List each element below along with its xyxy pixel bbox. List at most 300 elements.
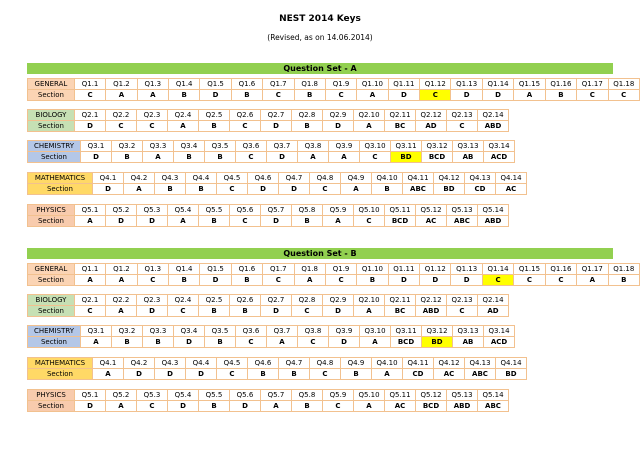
answer-cell: AB <box>453 152 484 163</box>
question-number: Q4.1 <box>93 358 124 369</box>
question-number: Q2.2 <box>106 295 137 306</box>
subject-label: BIOLOGY <box>28 110 75 121</box>
section-label: Section <box>28 216 75 227</box>
answer-cell: A <box>261 401 292 412</box>
question-number: Q2.9 <box>323 110 354 121</box>
answer-cell: C <box>230 121 261 132</box>
page-title: NEST 2014 Keys <box>279 14 361 24</box>
answer-cell: C <box>292 306 323 317</box>
answer-cell: B <box>248 369 279 380</box>
answer-cell: B <box>231 275 262 286</box>
answer-cell: B <box>294 90 325 101</box>
answer-cell: D <box>230 401 261 412</box>
answer-cell: C <box>325 90 356 101</box>
answer-cell: C <box>360 152 391 163</box>
answer-cell: A <box>106 275 137 286</box>
question-number: Q1.16 <box>545 79 576 90</box>
question-number: Q5.9 <box>323 205 354 216</box>
question-number: Q2.12 <box>416 110 447 121</box>
question-number: Q2.10 <box>354 295 385 306</box>
key-table-chemistry-set-a <box>27 140 515 163</box>
question-number: Q1.5 <box>200 79 231 90</box>
answer-cell: D <box>329 337 360 348</box>
subject-label: GENERAL <box>28 79 75 90</box>
question-number: Q2.10 <box>354 110 385 121</box>
answer-cell: A <box>354 306 385 317</box>
section-label: Section <box>28 90 75 101</box>
answer-cell: D <box>75 121 106 132</box>
question-number: Q3.9 <box>329 141 360 152</box>
answer-cell: C <box>168 306 199 317</box>
answer-cell: B <box>292 401 323 412</box>
answer-cell: B <box>608 275 640 286</box>
question-number: Q1.11 <box>388 264 419 275</box>
question-number: Q3.3 <box>143 326 174 337</box>
answer-cell: A <box>577 275 608 286</box>
question-number: Q4.12 <box>434 173 465 184</box>
question-number: Q3.13 <box>453 326 484 337</box>
answer-cell: C <box>230 216 261 227</box>
key-table-mathematics-set-b <box>27 357 527 380</box>
question-number: Q1.16 <box>545 264 576 275</box>
answer-cell: B <box>341 369 372 380</box>
answer-cell: BD <box>391 152 422 163</box>
question-number: Q5.6 <box>230 205 261 216</box>
question-number: Q4.1 <box>93 173 124 184</box>
question-number: Q2.9 <box>323 295 354 306</box>
question-number: Q1.17 <box>577 264 608 275</box>
question-number: Q3.14 <box>484 141 515 152</box>
question-number: Q5.5 <box>199 390 230 401</box>
answer-cell: C <box>447 306 478 317</box>
question-number: Q2.5 <box>199 110 230 121</box>
answer-cell: A <box>106 306 137 317</box>
key-table-chemistry-set-b <box>27 325 515 348</box>
question-number: Q3.12 <box>422 326 453 337</box>
question-number: Q2.8 <box>292 295 323 306</box>
answer-cell: C <box>217 369 248 380</box>
question-number: Q2.7 <box>261 295 292 306</box>
question-number: Q1.8 <box>294 79 325 90</box>
answer-cell: B <box>199 216 230 227</box>
subject-label: MATHEMATICS <box>28 173 93 184</box>
question-number: Q2.12 <box>416 295 447 306</box>
answer-cell: B <box>199 401 230 412</box>
answer-cell: C <box>137 275 168 286</box>
question-number: Q1.10 <box>357 79 388 90</box>
subject-label: PHYSICS <box>28 390 75 401</box>
question-number: Q4.6 <box>248 358 279 369</box>
question-number: Q4.2 <box>124 358 155 369</box>
answer-cell: BCD <box>385 216 416 227</box>
question-number: Q2.4 <box>168 110 199 121</box>
answer-cell: CD <box>403 369 434 380</box>
question-number: Q5.2 <box>106 390 137 401</box>
question-number: Q2.14 <box>478 110 509 121</box>
key-table-mathematics-set-a <box>27 172 527 195</box>
question-number: Q3.3 <box>143 141 174 152</box>
question-number: Q4.10 <box>372 173 403 184</box>
question-number: Q2.11 <box>385 295 416 306</box>
answer-cell: D <box>155 369 186 380</box>
answer-cell: C <box>325 275 356 286</box>
answer-cell: C <box>74 90 105 101</box>
question-number: Q4.2 <box>124 173 155 184</box>
answer-cell: A <box>137 90 168 101</box>
question-number: Q4.4 <box>186 358 217 369</box>
answer-cell: C <box>236 152 267 163</box>
answer-cell: AC <box>385 401 416 412</box>
section-label: Section <box>28 337 81 348</box>
question-number: Q1.9 <box>325 79 356 90</box>
question-number: Q1.9 <box>325 264 356 275</box>
question-number: Q3.8 <box>298 141 329 152</box>
answer-cell: D <box>388 90 419 101</box>
answer-cell: B <box>231 90 262 101</box>
question-number: Q3.1 <box>81 326 112 337</box>
question-number: Q5.3 <box>137 205 168 216</box>
answer-cell: BCD <box>422 152 453 163</box>
question-number: Q5.3 <box>137 390 168 401</box>
key-table-physics-set-b <box>27 389 509 412</box>
answer-cell: AB <box>453 337 484 348</box>
answer-cell: ABC <box>478 401 509 412</box>
question-number: Q1.3 <box>137 264 168 275</box>
question-number: Q3.4 <box>174 326 205 337</box>
answer-cell: D <box>323 306 354 317</box>
answer-cell: B <box>169 90 200 101</box>
answer-cell: A <box>168 216 199 227</box>
answer-cell: A <box>357 90 388 101</box>
answer-cell: BC <box>385 121 416 132</box>
question-number: Q1.6 <box>231 264 262 275</box>
question-number: Q1.2 <box>106 79 137 90</box>
question-number: Q1.15 <box>514 79 545 90</box>
question-number: Q1.5 <box>200 264 231 275</box>
question-number: Q5.4 <box>168 205 199 216</box>
question-number: Q3.14 <box>484 326 515 337</box>
answer-cell: D <box>124 369 155 380</box>
question-number: Q3.11 <box>391 326 422 337</box>
question-number: Q4.9 <box>341 173 372 184</box>
question-number: Q4.10 <box>372 358 403 369</box>
question-number: Q1.11 <box>388 79 419 90</box>
key-table-biology-set-a <box>27 109 509 132</box>
answer-cell: C <box>263 275 294 286</box>
answer-cell: D <box>81 152 112 163</box>
answer-cell: ABC <box>403 184 434 195</box>
answer-cell: ABD <box>416 306 447 317</box>
question-number: Q5.9 <box>323 390 354 401</box>
section-label: Section <box>28 152 81 163</box>
answer-cell: A <box>93 369 124 380</box>
set-b-bar: Question Set - B <box>27 248 613 259</box>
key-table-general-set-a <box>27 78 640 101</box>
answer-cell: ABC <box>465 369 496 380</box>
section-label: Section <box>28 306 75 317</box>
question-number: Q3.6 <box>236 141 267 152</box>
answer-cell: AC <box>416 216 447 227</box>
answer-cell: B <box>545 90 576 101</box>
question-number: Q5.6 <box>230 390 261 401</box>
answer-cell: C <box>236 337 267 348</box>
answer-cell: D <box>137 216 168 227</box>
answer-cell: A <box>514 90 545 101</box>
question-number: Q5.1 <box>75 390 106 401</box>
answer-cell: C <box>447 121 478 132</box>
question-number: Q5.7 <box>261 205 292 216</box>
question-number: Q1.14 <box>482 79 513 90</box>
subject-label: MATHEMATICS <box>28 358 93 369</box>
question-number: Q4.7 <box>279 173 310 184</box>
answer-cell: B <box>143 337 174 348</box>
question-number: Q3.8 <box>298 326 329 337</box>
question-number: Q4.6 <box>248 173 279 184</box>
question-number: Q4.11 <box>403 358 434 369</box>
question-number: Q1.14 <box>482 264 513 275</box>
answer-cell: C <box>310 184 341 195</box>
key-table-physics-set-a <box>27 204 509 227</box>
section-label: Section <box>28 121 75 132</box>
answer-cell: A <box>267 337 298 348</box>
answer-cell: ABD <box>478 216 509 227</box>
question-number: Q2.1 <box>75 110 106 121</box>
question-number: Q4.5 <box>217 358 248 369</box>
answer-cell: B <box>112 337 143 348</box>
answer-cell: BD <box>422 337 453 348</box>
question-number: Q3.7 <box>267 326 298 337</box>
question-number: Q1.6 <box>231 79 262 90</box>
question-number: Q5.5 <box>199 205 230 216</box>
question-number: Q3.7 <box>267 141 298 152</box>
question-number: Q5.11 <box>385 205 416 216</box>
question-number: Q2.11 <box>385 110 416 121</box>
answer-cell: A <box>106 90 137 101</box>
question-number: Q1.12 <box>420 264 451 275</box>
answer-cell: C <box>514 275 545 286</box>
answer-cell: C <box>263 90 294 101</box>
question-number: Q5.14 <box>478 390 509 401</box>
answer-cell: B <box>199 306 230 317</box>
answer-cell: A <box>341 184 372 195</box>
answer-cell: BD <box>496 369 527 380</box>
answer-cell: C <box>137 121 168 132</box>
answer-cell: BCD <box>391 337 422 348</box>
answer-cell: C <box>354 216 385 227</box>
answer-cell: D <box>75 401 106 412</box>
question-number: Q3.10 <box>360 141 391 152</box>
answer-cell: D <box>482 90 513 101</box>
answer-cell: B <box>186 184 217 195</box>
subject-label: CHEMISTRY <box>28 141 81 152</box>
answer-cell: BD <box>434 184 465 195</box>
answer-cell: C <box>323 401 354 412</box>
question-number: Q1.2 <box>106 264 137 275</box>
question-number: Q1.13 <box>451 264 482 275</box>
question-number: Q5.13 <box>447 205 478 216</box>
question-number: Q3.4 <box>174 141 205 152</box>
answer-cell: D <box>137 306 168 317</box>
section-label: Section <box>28 401 75 412</box>
question-number: Q5.8 <box>292 205 323 216</box>
answer-cell: AC <box>434 369 465 380</box>
question-number: Q4.7 <box>279 358 310 369</box>
answer-cell: D <box>267 152 298 163</box>
question-number: Q5.10 <box>354 205 385 216</box>
question-number: Q1.3 <box>137 79 168 90</box>
answer-cell: ACD <box>484 337 515 348</box>
question-number: Q2.13 <box>447 110 478 121</box>
subject-label: CHEMISTRY <box>28 326 81 337</box>
question-number: Q1.15 <box>514 264 545 275</box>
question-number: Q4.11 <box>403 173 434 184</box>
question-number: Q3.11 <box>391 141 422 152</box>
answer-cell: A <box>294 275 325 286</box>
answer-cell: C <box>310 369 341 380</box>
question-number: Q1.10 <box>357 264 388 275</box>
answer-cell: B <box>205 152 236 163</box>
answer-cell: C <box>217 184 248 195</box>
answer-cell: A <box>372 369 403 380</box>
question-number: Q2.6 <box>230 110 261 121</box>
answer-cell: A <box>354 401 385 412</box>
question-number: Q1.4 <box>169 264 200 275</box>
question-number: Q3.13 <box>453 141 484 152</box>
answer-cell: AD <box>416 121 447 132</box>
answer-cell: ABD <box>478 121 509 132</box>
answer-cell: D <box>261 216 292 227</box>
answer-cell: A <box>354 121 385 132</box>
question-number: Q1.8 <box>294 264 325 275</box>
answer-cell: C <box>420 90 451 101</box>
answer-cell: AC <box>496 184 527 195</box>
question-number: Q5.2 <box>106 205 137 216</box>
subject-label: BIOLOGY <box>28 295 75 306</box>
answer-cell: D <box>388 275 419 286</box>
question-number: Q3.5 <box>205 141 236 152</box>
answer-cell: D <box>174 337 205 348</box>
answer-cell: C <box>577 90 608 101</box>
question-number: Q5.8 <box>292 390 323 401</box>
answer-cell: C <box>298 337 329 348</box>
answer-cell: B <box>155 184 186 195</box>
question-number: Q1.1 <box>74 264 105 275</box>
answer-cell: D <box>106 216 137 227</box>
question-number: Q1.12 <box>420 79 451 90</box>
question-number: Q3.9 <box>329 326 360 337</box>
question-number: Q5.10 <box>354 390 385 401</box>
key-table-biology-set-b <box>27 294 509 317</box>
question-number: Q4.13 <box>465 173 496 184</box>
question-number: Q2.3 <box>137 110 168 121</box>
question-number: Q2.14 <box>478 295 509 306</box>
question-number: Q4.5 <box>217 173 248 184</box>
answer-cell: D <box>168 401 199 412</box>
answer-cell: D <box>451 275 482 286</box>
question-number: Q1.1 <box>74 79 105 90</box>
answer-cell: B <box>292 216 323 227</box>
question-number: Q1.18 <box>608 264 640 275</box>
answer-cell: A <box>168 121 199 132</box>
answer-cell: ABC <box>447 216 478 227</box>
answer-cell: D <box>451 90 482 101</box>
answer-cell: C <box>545 275 576 286</box>
question-number: Q4.12 <box>434 358 465 369</box>
answer-cell: BC <box>385 306 416 317</box>
question-number: Q5.14 <box>478 205 509 216</box>
answer-cell: B <box>372 184 403 195</box>
question-number: Q3.2 <box>112 141 143 152</box>
question-number: Q5.7 <box>261 390 292 401</box>
question-number: Q4.14 <box>496 358 527 369</box>
answer-cell: B <box>292 121 323 132</box>
answer-cell: A <box>81 337 112 348</box>
subject-label: GENERAL <box>28 264 75 275</box>
question-number: Q3.5 <box>205 326 236 337</box>
answer-cell: AD <box>478 306 509 317</box>
answer-cell: D <box>261 121 292 132</box>
question-number: Q1.7 <box>263 264 294 275</box>
question-number: Q4.3 <box>155 358 186 369</box>
question-number: Q2.7 <box>261 110 292 121</box>
answer-cell: D <box>261 306 292 317</box>
answer-cell: C <box>137 401 168 412</box>
question-number: Q1.18 <box>608 79 640 90</box>
question-number: Q4.3 <box>155 173 186 184</box>
answer-cell: A <box>360 337 391 348</box>
answer-cell: D <box>93 184 124 195</box>
subject-label: PHYSICS <box>28 205 75 216</box>
answer-cell: C <box>608 90 640 101</box>
answer-cell: B <box>230 306 261 317</box>
question-number: Q2.3 <box>137 295 168 306</box>
question-number: Q2.2 <box>106 110 137 121</box>
question-number: Q2.13 <box>447 295 478 306</box>
answer-cell: D <box>420 275 451 286</box>
answer-cell: B <box>279 369 310 380</box>
answer-cell: B <box>112 152 143 163</box>
question-number: Q1.13 <box>451 79 482 90</box>
question-number: Q5.11 <box>385 390 416 401</box>
page-subtitle: (Revised, as on 14.06.2014) <box>267 33 373 42</box>
question-number: Q3.12 <box>422 141 453 152</box>
key-table-general-set-b <box>27 263 640 286</box>
answer-cell: BCD <box>416 401 447 412</box>
answer-cell: A <box>329 152 360 163</box>
question-number: Q5.12 <box>416 390 447 401</box>
question-number: Q5.1 <box>75 205 106 216</box>
question-number: Q1.7 <box>263 79 294 90</box>
answer-cell: B <box>199 121 230 132</box>
answer-cell: B <box>205 337 236 348</box>
question-number: Q5.13 <box>447 390 478 401</box>
section-label: Section <box>28 275 75 286</box>
question-number: Q2.4 <box>168 295 199 306</box>
answer-cell: C <box>106 121 137 132</box>
answer-cell: ACD <box>484 152 515 163</box>
question-number: Q3.1 <box>81 141 112 152</box>
answer-cell: B <box>169 275 200 286</box>
question-number: Q2.6 <box>230 295 261 306</box>
question-number: Q1.4 <box>169 79 200 90</box>
answer-cell: A <box>298 152 329 163</box>
answer-cell: ABD <box>447 401 478 412</box>
question-number: Q4.8 <box>310 358 341 369</box>
answer-cell: D <box>248 184 279 195</box>
question-number: Q5.4 <box>168 390 199 401</box>
answer-cell: B <box>174 152 205 163</box>
answer-cell: D <box>186 369 217 380</box>
